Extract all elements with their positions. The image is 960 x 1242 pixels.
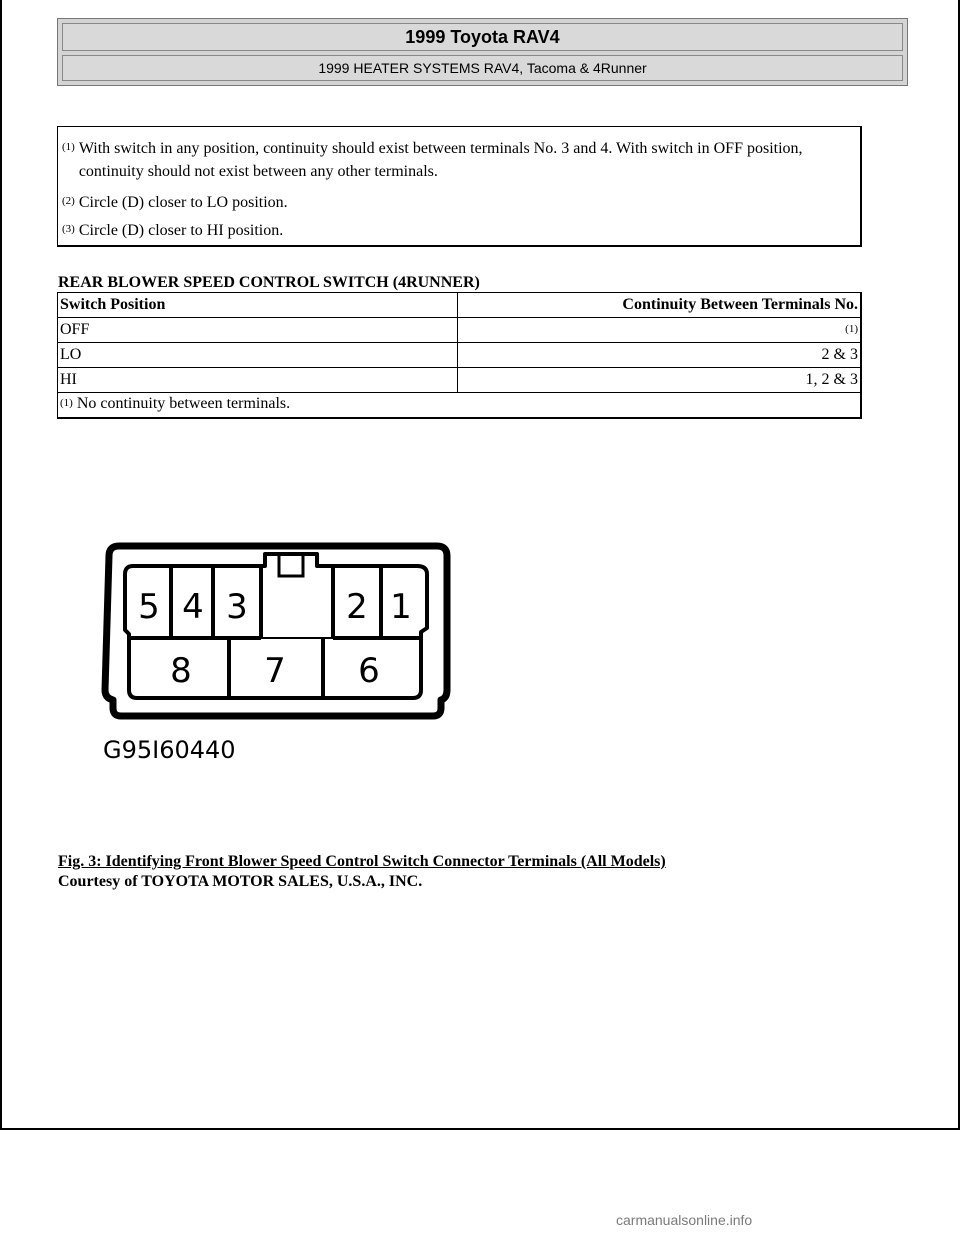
note-1 — [62, 137, 839, 183]
connector-key — [279, 554, 303, 576]
figure-courtesy: Courtesy of TOYOTA MOTOR SALES, U.S.A., INC. — [58, 873, 423, 890]
note-text: Circle (D) closer to HI position. — [78, 222, 284, 239]
header-title: 1999 Toyota RAV4 — [62, 23, 903, 51]
terminals-cell: 2 & 3 — [458, 343, 862, 368]
continuity-table — [57, 292, 862, 419]
note-marker: (3) — [62, 223, 75, 235]
terminal-label: 7 — [264, 651, 286, 691]
switch-position-cell: HI — [58, 368, 458, 393]
footnote-marker: (1) — [60, 397, 73, 409]
figure-code: G95I60440 — [103, 736, 236, 764]
terminal-label: 6 — [358, 651, 380, 691]
header-subtitle: 1999 HEATER SYSTEMS RAV4, Tacoma & 4Runner — [62, 55, 903, 81]
note-marker: (1) — [62, 141, 75, 153]
column-header: Switch Position — [58, 293, 458, 318]
connector-diagram — [95, 540, 455, 770]
terminal-label: 8 — [170, 651, 192, 691]
note-text: With switch in any position, continuity should exist between terminals No. 3 and 4. With switch in OFF position, continuity should not exist between any other terminals. — [78, 140, 803, 180]
table-footnote-row — [58, 393, 862, 419]
terminal-label: 5 — [138, 587, 160, 627]
terminal-label: 1 — [390, 587, 412, 627]
terminals-cell: (1) — [458, 318, 862, 343]
note-2 — [62, 191, 839, 214]
switch-position-cell: OFF — [58, 318, 458, 343]
footnote-text: No continuity between terminals. — [76, 395, 291, 412]
terminals-cell: 1, 2 & 3 — [458, 368, 862, 393]
note-3 — [62, 219, 839, 242]
table-row — [58, 318, 862, 343]
column-header: Continuity Between Terminals No. — [458, 293, 862, 318]
table-header-row — [58, 293, 862, 318]
terminal-label: 2 — [346, 587, 368, 627]
switch-position-cell: LO — [58, 343, 458, 368]
terminal-label: 3 — [226, 587, 248, 627]
site-watermark: carmanualsonline.info — [616, 1212, 753, 1228]
table-row — [58, 343, 862, 368]
figure-caption[interactable]: Fig. 3: Identifying Front Blower Speed Control Switch Connector Terminals (All Models) — [58, 853, 666, 870]
section-title: REAR BLOWER SPEED CONTROL SWITCH (4RUNNER) — [58, 274, 480, 291]
note-text: Circle (D) closer to LO position. — [78, 194, 288, 211]
table-footnote — [58, 393, 862, 419]
connector-figure — [95, 540, 455, 770]
page-border-bottom — [0, 1128, 960, 1130]
page-border-left — [0, 0, 2, 1130]
table-row — [58, 368, 862, 393]
page-header — [57, 18, 908, 86]
terminal-label: 4 — [182, 587, 204, 627]
note-marker: (2) — [62, 195, 75, 207]
notes-box — [57, 126, 862, 247]
